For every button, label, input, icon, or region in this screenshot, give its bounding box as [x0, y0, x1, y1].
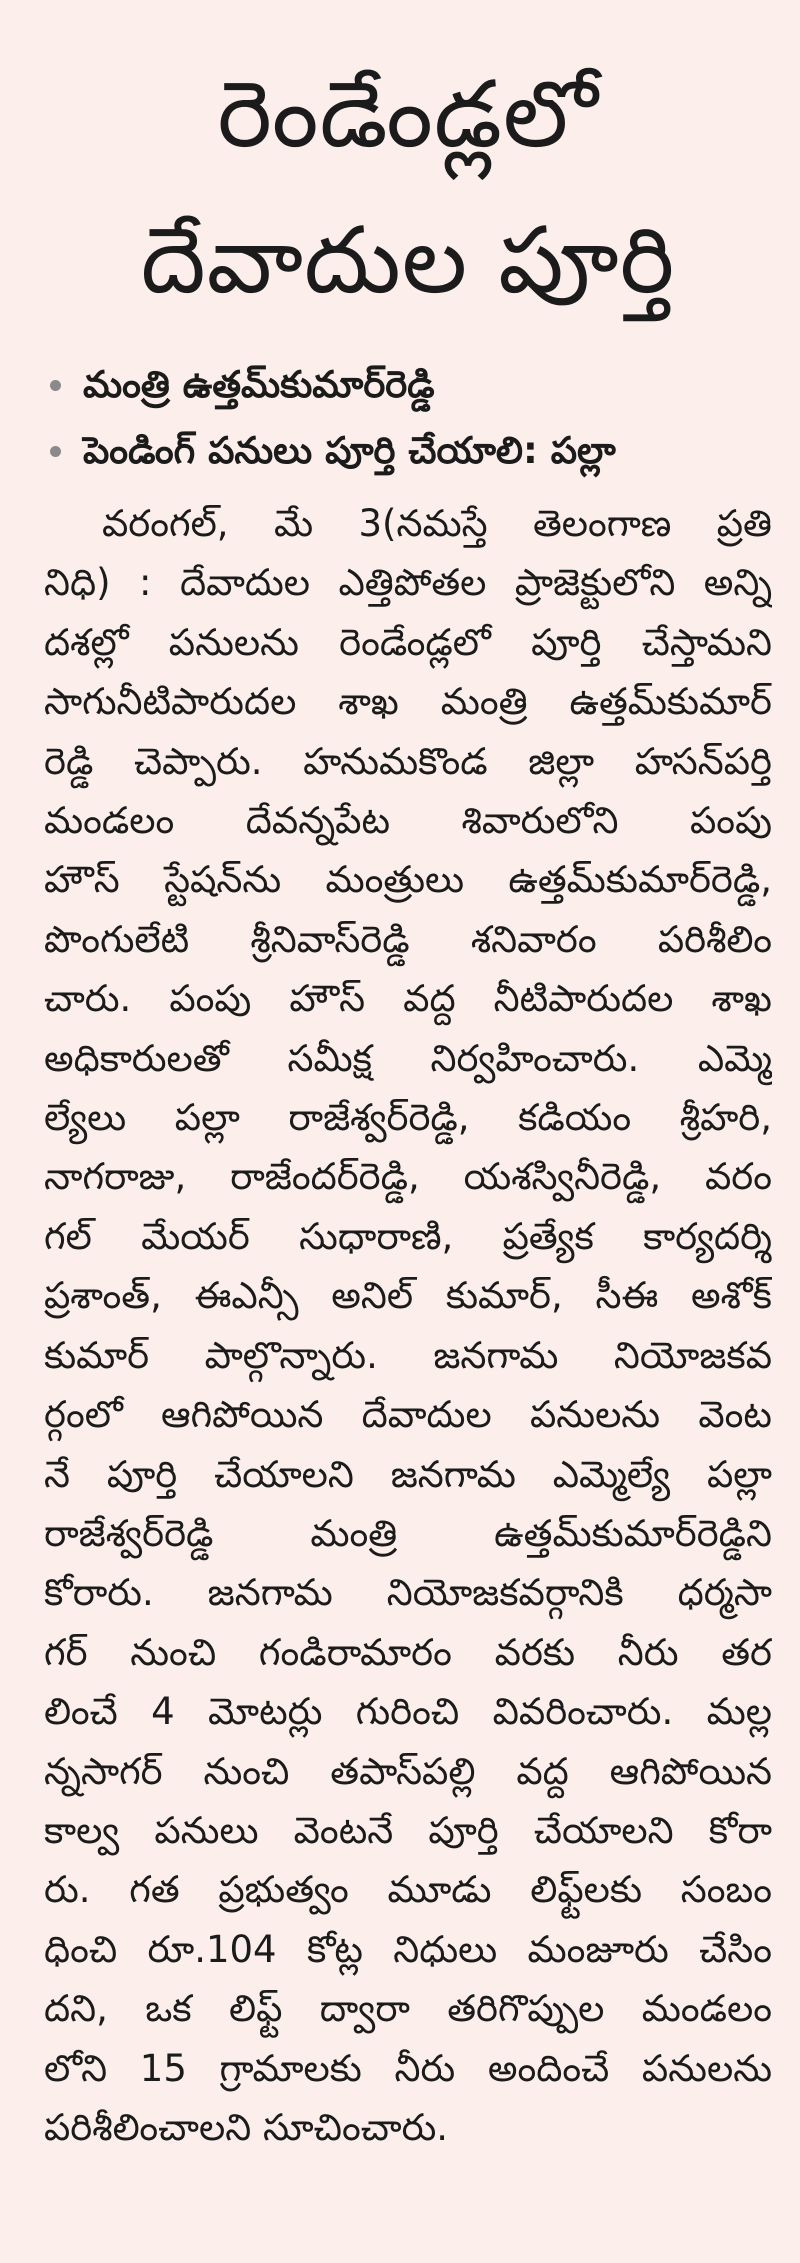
- body-line: నే పూర్తి చేయాలని జనగామ ఎమ్మెల్యే పల్లా: [44, 1452, 772, 1496]
- body-line: లించే 4 మోటర్లు గురించి వివరించారు. మల్ల: [44, 1690, 772, 1734]
- body-line: నాగరాజు, రాజేందర్‌రెడ్డి, యశస్వినీరెడ్డి, వరం: [44, 1155, 772, 1199]
- body-line: హౌస్ స్టేషన్‌ను మంత్రులు ఉత్తమ్‌కుమార్‌రెడ్డి,: [44, 858, 772, 902]
- body-line: చారు. పంపు హౌస్ వద్ద నీటిపారుదల శాఖ: [44, 977, 772, 1021]
- article-body: [44, 494, 772, 2157]
- body-line: లోని 15 గ్రామాలకు నీరు అందించే పనులను: [44, 2046, 772, 2090]
- subheading-list: [44, 352, 772, 484]
- body-line: కుమార్ పాల్గొన్నారు. జనగామ నియోజకవ: [44, 1333, 772, 1377]
- body-line: సాగునీటిపారుదల శాఖ మంత్రి ఉత్తమ్‌కుమార్: [44, 680, 772, 724]
- body-line: రెడ్డి చెప్పారు. హనుమకొండ జిల్లా హసన్‌పర్తి: [44, 739, 772, 783]
- body-line: అధికారులతో సమీక్ష నిర్వహించారు. ఎమ్మె: [44, 1036, 772, 1080]
- subheading-text: మంత్రి ఉత్తమ్‌కుమార్‌రెడ్డి: [83, 363, 435, 406]
- body-line: కోరారు. జనగామ నియోజకవర్గానికి ధర్మసా: [44, 1571, 772, 1615]
- body-line: ప్రశాంత్, ఈఎన్సీ అనిల్ కుమార్, సీఈ అశోక్: [44, 1274, 772, 1318]
- body-line: న్నసాగర్ నుంచి తపాస్‌పల్లి వద్ద ఆగిపోయిన: [44, 1749, 772, 1793]
- body-line: గర్ నుంచి గండిరామారం వరకు నీరు తర: [44, 1630, 772, 1674]
- body-line: దశల్లో పనులను రెండేండ్లలో పూర్తి చేస్తామని: [44, 620, 772, 664]
- subheading-text: పెండింగ్ పనులు పూర్తి చేయాలి: పల్లా: [83, 429, 616, 472]
- body-line: ధించి రూ.104 కోట్ల నిధులు మంజూరు చేసిం: [44, 1927, 772, 1971]
- headline-line: దేవాదుల పూర్తి: [140, 207, 676, 314]
- subheading-item: [44, 418, 772, 484]
- body-line: ర్గంలో ఆగిపోయిన దేవాదుల పనులను వెంట: [44, 1393, 772, 1437]
- body-line: మండలం దేవన్నపేట శివారులోని పంపు: [44, 799, 772, 843]
- body-line: పొంగులేటి శ్రీనివాస్‌రెడ్డి శనివారం పరిశీలిం: [44, 917, 772, 961]
- headline-line: రెండేండ్లలో: [217, 61, 599, 168]
- body-line: ల్యేలు పల్లా రాజేశ్వర్‌రెడ్డి, కడియం శ్రీహరి,: [44, 1096, 772, 1140]
- body-line: పరిశీలించాలని సూచించారు.: [44, 2105, 449, 2149]
- headline: [44, 42, 772, 334]
- body-line: రాజేశ్వర్‌రెడ్డి మంత్రి ఉత్తమ్‌కుమార్‌రెడ్డిని: [44, 1511, 772, 1555]
- body-line: కాల్వ పనులు వెంటనే పూర్తి చేయాలని కోరా: [44, 1808, 772, 1852]
- subheading-item: [44, 352, 772, 418]
- body-line: రు. గత ప్రభుత్వం మూడు లిఫ్ట్‌లకు సంబం: [44, 1868, 772, 1912]
- body-line: దని, ఒక లిఫ్ట్ ద్వారా తరిగొప్పుల మండలం: [44, 1987, 772, 2031]
- bullet-dot-icon: [50, 446, 61, 457]
- bullet-dot-icon: [50, 380, 61, 391]
- body-line: నిధి) : దేవాదుల ఎత్తిపోతల ప్రాజెక్టులోని అన్ని: [44, 561, 772, 605]
- body-line: వరంగల్, మే 3(నమస్తే తెలంగాణ ప్రతి: [102, 502, 772, 545]
- body-line: గల్ మేయర్ సుధారాణి, ప్రత్యేక కార్యదర్శి: [44, 1214, 772, 1258]
